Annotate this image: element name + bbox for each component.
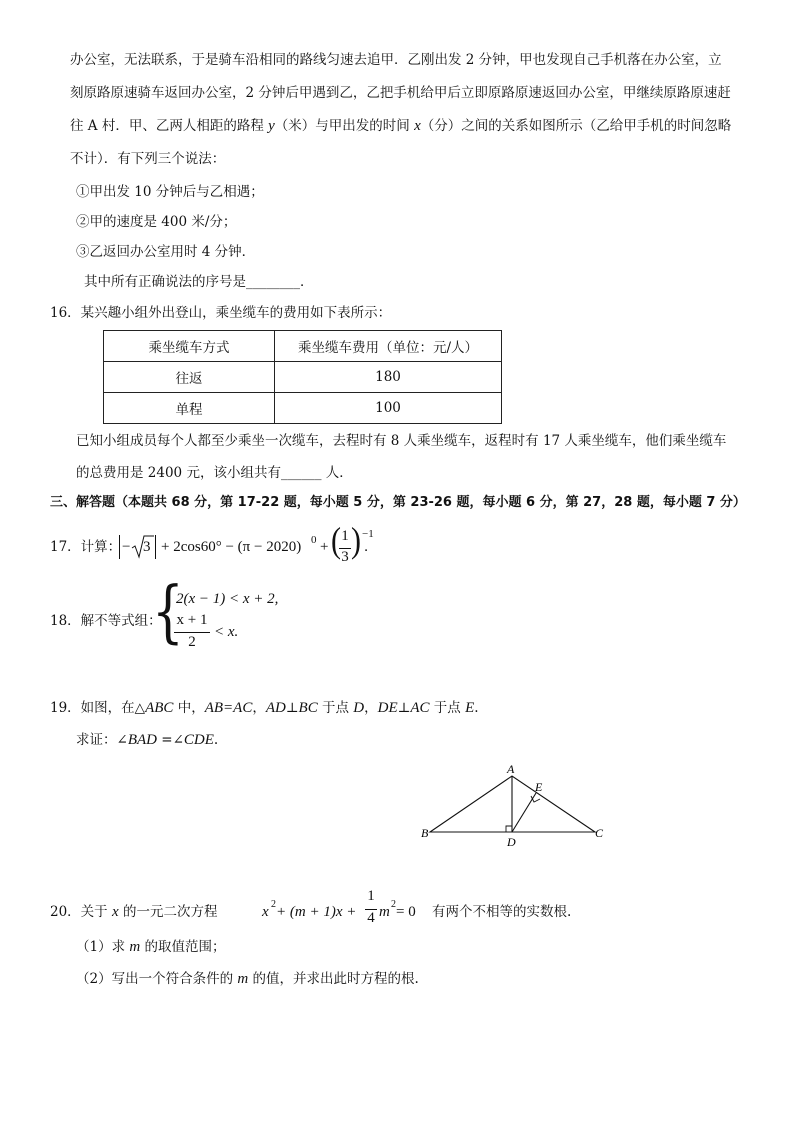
p15-question-text: 其中所有正确说法的序号是 (84, 274, 246, 290)
section-heading: 三、解答题（本题共 68 分，第 17-22 题，每小题 5 分，第 23-26 题，每小题 6 分，第 27，28 题，每小题 7 分） (50, 495, 746, 510)
p20-text: （2）写出一个符合条件的 (76, 971, 238, 987)
exponent-zero: 0 (311, 534, 317, 546)
math-abc: ABC (145, 700, 174, 716)
eq-square: 2 (271, 899, 276, 910)
fraction-bar (174, 632, 210, 633)
table-cell: 单程 (104, 393, 275, 424)
table-cell: 100 (275, 393, 502, 424)
p19-text: . (474, 700, 479, 716)
plus-sign: + (320, 539, 329, 555)
triangle-diagram (415, 765, 615, 855)
math-bc: BC (298, 700, 318, 716)
perp-symbol: ⊥ (397, 700, 411, 716)
label-d: D (507, 835, 516, 849)
var-m: m (237, 971, 249, 987)
math-cde: CDE (183, 732, 214, 748)
eq-m: m (379, 904, 390, 920)
p19-text: 中， (173, 700, 205, 716)
p19-text: ， (252, 700, 266, 716)
sqrt-radicand: 3 (143, 539, 151, 555)
label-a: A (507, 765, 515, 776)
fraction-denominator: 3 (341, 549, 349, 565)
label-c: C (595, 826, 604, 840)
p20-tail: 有两个不相等的实数根. (432, 904, 572, 920)
eq-square-2: 2 (391, 899, 396, 910)
p15-text: （米）与甲出发的时间 (274, 118, 415, 134)
p16-text: 人． (321, 465, 353, 481)
var-x: x (414, 118, 421, 134)
p15-line-1: 办公室，无法联系，于是骑车沿相同的路线匀速去追甲．乙刚出发 2 分钟，甲也发现自己手机落在办公室，立 (70, 52, 722, 68)
p15-line-2: 刻原路原速骑车返回办公室，2 分钟后甲遇到乙，乙把手机给甲后立即原路原速返回办公室，甲继续原路原速赶 (70, 85, 731, 101)
answer-blank: ________ (246, 274, 300, 290)
fraction-denominator: 2 (188, 634, 196, 650)
p15-statement-2: ②甲的速度是 400 米/分； (76, 214, 237, 230)
p20-text: 的取值范围； (140, 939, 226, 955)
math-ab-ac: AB=AC (204, 700, 253, 716)
fraction-numerator: x + 1 (176, 612, 208, 628)
math-e: E (465, 700, 475, 716)
p15-text: 往 A 村．甲、乙两人相距的路程 (70, 118, 269, 134)
abs-bar-left (119, 535, 120, 559)
right-angle-mark-e (531, 796, 540, 802)
table-header: 乘坐缆车方式 (104, 331, 275, 362)
label-b: B (421, 826, 429, 840)
fare-table (103, 330, 502, 424)
p17-expression: + 2cos60° − (π − 2020) (161, 539, 302, 555)
inequality-2: < x. (214, 624, 239, 640)
p20-text: 的值，并求出此时方程的根. (248, 971, 419, 987)
p15-statement-3: ③乙返回办公室用时 4 分钟． (76, 244, 256, 260)
p19-line-1 (50, 698, 479, 718)
p16-intro: 16．某兴趣小组外出登山，乘坐缆车的费用如下表所示： (50, 305, 392, 321)
math-d: D (353, 700, 365, 716)
eq-equals-zero: = 0 (396, 904, 416, 920)
p19-text: =∠ (156, 732, 184, 748)
minus-sign: − (122, 539, 131, 555)
p19-text: 于点 (317, 700, 354, 716)
p20-text: 20．关于 (50, 904, 112, 920)
eq-x: x (262, 904, 269, 920)
p19-text: 求证：∠ (76, 732, 128, 748)
perp-symbol: ⊥ (285, 700, 299, 716)
math-de: DE (377, 700, 398, 716)
fraction-denominator: 4 (367, 910, 375, 926)
var-y: y (268, 118, 275, 134)
paren-right: ) (351, 520, 361, 561)
p20-text: 的一元二次方程 (118, 904, 218, 920)
p17-end: ． (364, 539, 378, 555)
var-m: m (129, 939, 141, 955)
p18-label: 18．解不等式组： (50, 613, 162, 629)
p15-question (84, 272, 314, 292)
math-ad: AD (265, 700, 286, 716)
p16-line-1: 已知小组成员每个人都至少乘坐一次缆车，去程时有 8 人乘坐缆车，返程时有 17 人乘坐缆车，他们乘坐缆车 (76, 433, 727, 449)
math-ac: AC (410, 700, 430, 716)
table-cell: 往返 (104, 362, 275, 393)
p19-text: . (213, 732, 219, 748)
fraction-numerator: 1 (367, 888, 375, 904)
p15-line-3 (70, 116, 731, 136)
p20-subquestion-1 (76, 937, 226, 957)
right-angle-mark-d (506, 826, 512, 832)
table-cell: 180 (275, 362, 502, 393)
p17-label: 17．计算： (50, 539, 122, 555)
table-header-row (104, 331, 502, 362)
p20-line-1 (50, 902, 217, 922)
p15-statement-1: ①甲出发 10 分钟后与乙相遇； (76, 184, 264, 200)
p19-text: 19．如图，在△ (50, 700, 146, 716)
answer-blank: ______ (280, 465, 322, 481)
paren-left: ( (331, 520, 341, 561)
abs-bar-right (155, 535, 156, 559)
exponent-neg-one: −1 (362, 528, 374, 540)
p20-subquestion-2 (76, 969, 419, 989)
inequality-1: 2(x − 1) < x + 2, (176, 591, 279, 607)
p15-end: ． (300, 274, 314, 290)
label-e: E (535, 780, 543, 794)
table-row (104, 393, 502, 424)
table-row (104, 362, 502, 393)
p19-text: ， (364, 700, 378, 716)
fraction-numerator: 1 (341, 528, 349, 544)
math-bad: BAD (127, 732, 157, 748)
table-header: 乘坐缆车费用（单位：元/人） (275, 331, 502, 362)
brace-icon: { (152, 572, 184, 651)
p19-line-2 (76, 730, 218, 750)
p15-text: （分）之间的关系如图所示（乙给甲手机的时间忽略 (420, 118, 732, 134)
eq-middle: + (m + 1)x + (276, 904, 357, 920)
var-x: x (111, 904, 119, 920)
p15-line-4: 不计）．有下列三个说法： (70, 151, 226, 167)
p16-text: 的总费用是 2400 元，该小组共有 (76, 465, 281, 481)
p16-line-2 (76, 463, 353, 483)
p20-text: （1）求 (76, 939, 130, 955)
p19-text: 于点 (429, 700, 466, 716)
